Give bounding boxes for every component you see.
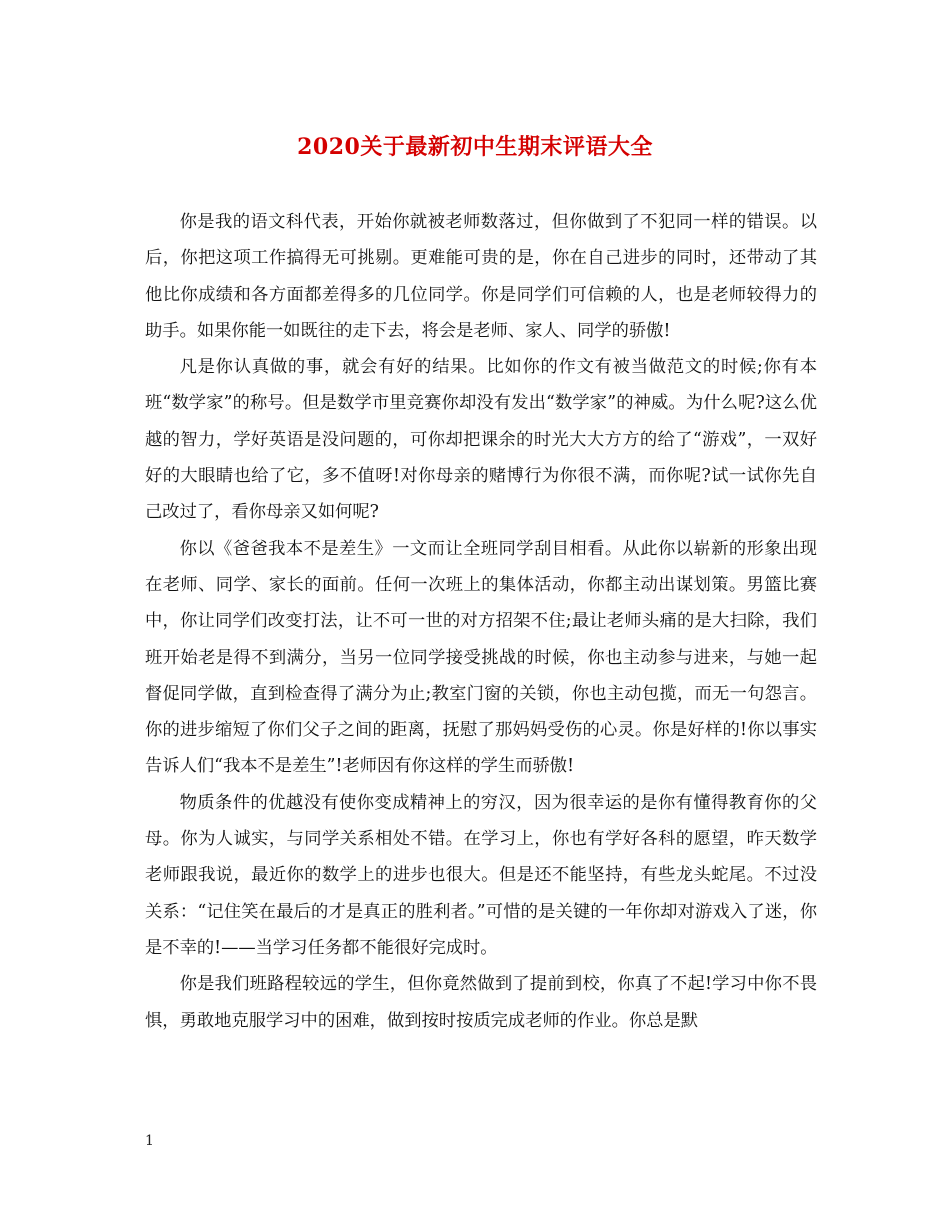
paragraph: 你以《爸爸我本不是差生》一文而让全班同学刮目相看。从此你以崭新的形象出现在老师、同学、家长的面前。任何一次班上的集体活动，你都主动出谋划策。男篮比赛中，你让同学们改变打法，让不可一世的对方招架不住;最让老师头痛的是大扫除，我们班开始老是得不到满分，当另一位同学接受挑战的时候，你也主动参与进来，与她一起督促同学做，直到检查得了满分为止;教室门窗的关锁，你也主动包揽，而无一句怨言。你的进步缩短了你们父子之间的距离，抚慰了那妈妈受伤的心灵。你是好样的!你以事实告诉人们“我本不是差生”!老师因有你这样的学生而骄傲!: [145, 538, 817, 777]
paragraph: 物质条件的优越没有使你变成精神上的穷汉，因为很幸运的是你有懂得教育你的父母。你为人诚实，与同学关系相处不错。在学习上，你也有学好各科的愿望，昨天数学老师跟我说，最近你的数学上的进步也很大。但是还不能坚持，有些龙头蛇尾。不过没关系：“记住笑在最后的才是真正的胜利者。”可惜的是关键的一年你却对游戏入了迷，你是不幸的!——当学习任务都不能很好完成时。: [145, 792, 817, 958]
document-body: [145, 204, 817, 1039]
paragraph: 凡是你认真做的事，就会有好的结果。比如你的作文有被当做范文的时候;你有本班“数学家”的称号。但是数学市里竞赛你却没有发出“数学家”的神威。为什么呢?这么优越的智力，学好英语是没问题的，可你却把课余的时光大大方方的给了“游戏”，一双好好的大眼睛也给了它，多不值呀!对你母亲的赌博行为你很不满，而你呢?试一试你先自己改过了，看你母亲又如何呢?: [145, 357, 817, 523]
page-number: 1: [145, 1133, 154, 1149]
document-title: 2020关于最新初中生期末评语大全: [297, 134, 653, 160]
paragraph: 你是我的语文科代表，开始你就被老师数落过，但你做到了不犯同一样的错误。以后，你把这项工作搞得无可挑剔。更难能可贵的是，你在自己进步的同时，还带动了其他比你成绩和各方面都差得多的几位同学。你是同学们可信赖的人，也是老师较得力的助手。如果你能一如既往的走下去，将会是老师、家人、同学的骄傲!: [145, 212, 817, 341]
paragraph: 你是我们班路程较远的学生，但你竟然做到了提前到校，你真了不起!学习中你不畏惧，勇敢地克服学习中的困难，做到按时按质完成老师的作业。你总是默: [145, 974, 817, 1031]
